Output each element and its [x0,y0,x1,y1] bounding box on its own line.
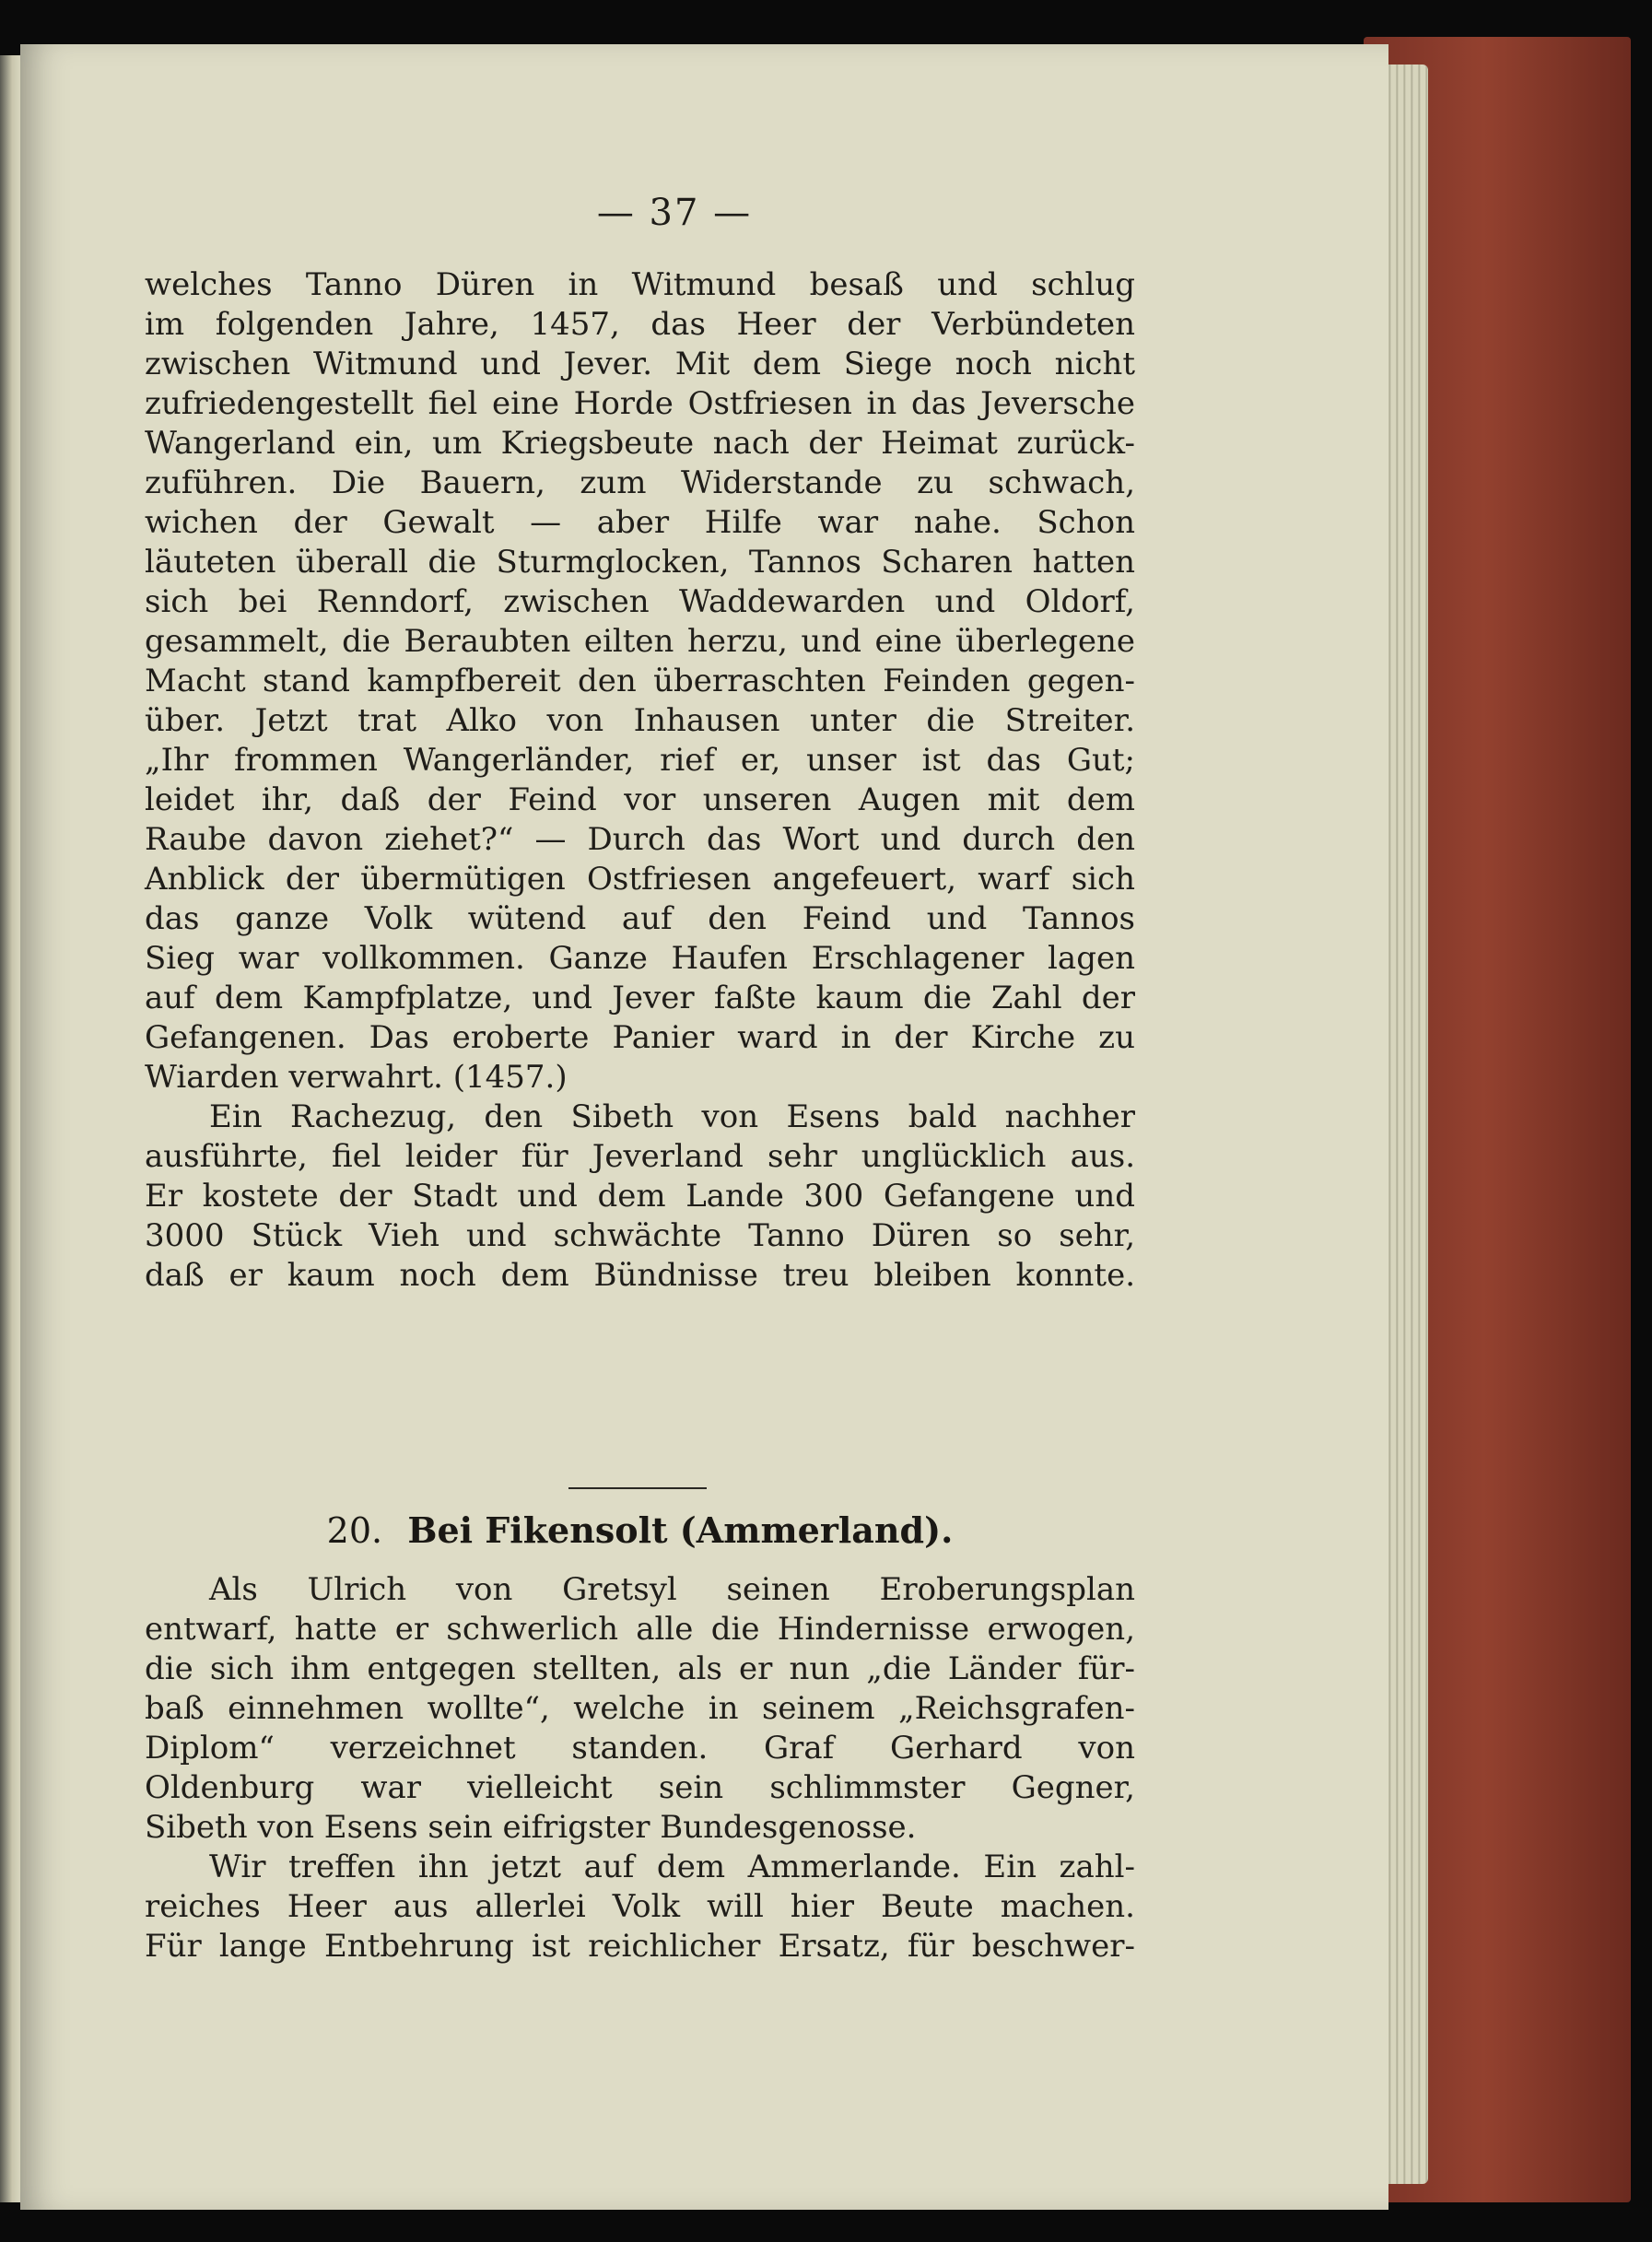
text-line: reiches Heer aus allerlei Volk will hier Beute machen. [145,1888,1135,1925]
section-number: 20. [326,1510,383,1551]
text-line: die sich ihm entgegen stellten, als er nun „die Länder für- [145,1650,1135,1687]
text-line: Macht stand kampfbereit den überraschten Feinden gegen- [145,663,1135,699]
text-line: Wiarden verwahrt. (1457.) [145,1059,568,1096]
page-number: — 37 — [596,192,753,234]
text-line: läuteten überall die Sturmglocken, Tannos Scharen hatten [145,544,1135,581]
text-line: Wangerland ein, um Kriegsbeute nach der Heimat zurück- [145,425,1135,462]
previous-page-edge [0,55,20,2202]
text-line: leidet ihr, daß der Feind vor unseren Augen mit dem [145,781,1135,818]
text-line: daß er kaum noch dem Bündnisse treu bleiben konnte. [145,1257,1135,1294]
text-line: auf dem Kampfplatze, und Jever faßte kaum die Zahl der [145,980,1135,1016]
text-line: Raube davon ziehet?“ — Durch das Wort und durch den [145,821,1135,858]
text-line: Diplom“ verzeichnet standen. Graf Gerhard von [145,1730,1135,1767]
text-line: Ein Rachezug, den Sibeth von Esens bald nachher [209,1098,1135,1135]
text-line: Er kostete der Stadt und dem Lande 300 Gefangene und [145,1178,1135,1215]
section-heading [20,1509,1260,1551]
text-line: zwischen Witmund und Jever. Mit dem Siege noch nicht [145,346,1135,382]
text-line: entwarf, hatte er schwerlich alle die Hindernisse erwogen, [145,1611,1135,1648]
text-line: zufriedengestellt fiel eine Horde Ostfriesen in das Jeversche [145,385,1135,422]
text-line: Oldenburg war vielleicht sein schlimmster Gegner, [145,1769,1135,1806]
text-line: Sieg war vollkommen. Ganze Haufen Erschlagener lagen [145,940,1135,977]
section-1-text [145,265,1135,1296]
text-line: über. Jetzt trat Alko von Inhausen unter die Streiter. [145,702,1135,739]
text-line: „Ihr frommen Wangerländer, rief er, unser ist das Gut; [145,742,1135,779]
text-line: Als Ulrich von Gretsyl seinen Eroberungsplan [209,1571,1135,1608]
text-line: Für lange Entbehrung ist reichlicher Ersatz, für beschwer- [145,1928,1135,1965]
text-line: baß einnehmen wollte“, welche in seinem „Reichsgrafen- [145,1690,1135,1727]
text-line: Sibeth von Esens sein eifrigster Bundesgenosse. [145,1809,917,1846]
text-line: Gefangenen. Das eroberte Panier ward in der Kirche zu [145,1019,1135,1056]
text-line: 3000 Stück Vieh und schwächte Tanno Düren so sehr, [145,1217,1135,1254]
text-line: wichen der Gewalt — aber Hilfe war nahe. Schon [145,504,1135,541]
text-line: zuführen. Die Bauern, zum Widerstande zu schwach, [145,464,1135,501]
text-line: welches Tanno Düren in Witmund besaß und schlug [145,266,1135,303]
text-line: gesammelt, die Beraubten eilten herzu, und eine überlegene [145,623,1135,660]
text-line: sich bei Renndorf, zwischen Waddewarden und Oldorf, [145,583,1135,620]
text-line: ausführte, fiel leider für Jeverland sehr unglücklich aus. [145,1138,1135,1175]
text-line: Wir treffen ihn jetzt auf dem Ammerlande. Ein zahl- [209,1849,1135,1885]
section-separator [568,1487,707,1489]
section-2-text [145,1570,1135,1966]
text-line: im folgenden Jahre, 1457, das Heer der Verbündeten [145,306,1135,343]
text-line: das ganze Volk wütend auf den Feind und Tannos [145,900,1135,937]
book-page [20,44,1388,2210]
section-title: Bei Fikensolt (Ammerland). [407,1509,954,1551]
text-line: Anblick der übermütigen Ostfriesen angefeuert, warf sich [145,861,1135,898]
